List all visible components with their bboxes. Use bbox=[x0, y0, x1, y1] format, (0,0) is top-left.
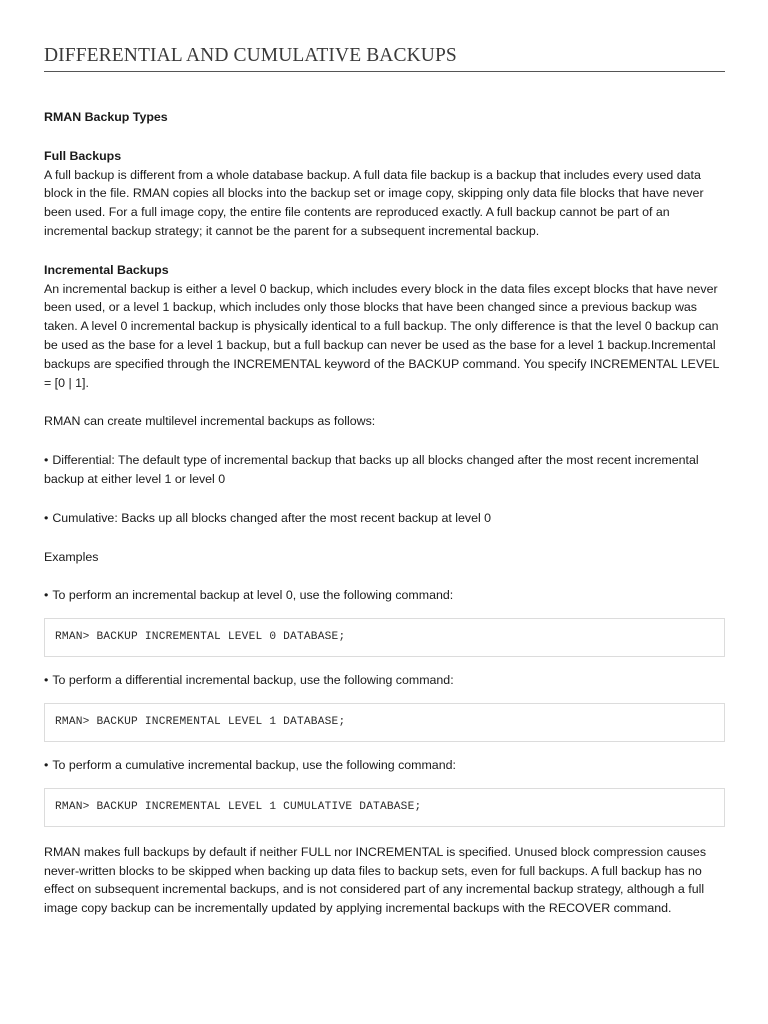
bullet-icon: • bbox=[44, 673, 49, 688]
example-label-level-0 bbox=[44, 586, 725, 605]
examples-heading: Examples bbox=[44, 549, 99, 564]
example-label-text: To perform an incremental backup at level 0, use the following command: bbox=[52, 588, 454, 603]
incremental-backups-paragraph: An incremental backup is either a level 0 backup, which includes every block in the data files except blocks that have never been used, or a level 1 backup, which includes only those blocks that have been changed since a previous backup was taken. A level 0 incremental backup is physically identical to a full backup. The only difference is that the level 0 backup can be used as the base for a level 1 backup, but a full backup can never be used as the base for a level 1 backup.Incremental backups are specified through the INCREMENTAL keyword of the BACKUP command. You specify INCREMENTAL LEVEL = [0 | 1]. bbox=[44, 281, 719, 390]
bullet-text: Cumulative: Backs up all blocks changed after the most recent backup at level 0 bbox=[52, 510, 492, 525]
multilevel-intro: RMAN can create multilevel incremental backups as follows: bbox=[44, 414, 376, 429]
bullet-cumulative bbox=[44, 509, 725, 528]
code-text: RMAN> BACKUP INCREMENTAL LEVEL 1 CUMULATIVE DATABASE; bbox=[55, 800, 422, 813]
document-body bbox=[44, 72, 725, 918]
code-text: RMAN> BACKUP INCREMENTAL LEVEL 0 DATABASE; bbox=[55, 631, 346, 644]
full-backups-heading: Full Backups bbox=[44, 148, 122, 163]
bullet-icon: • bbox=[44, 453, 49, 468]
document-page bbox=[44, 0, 725, 918]
example-label-text: To perform a differential incremental backup, use the following command: bbox=[52, 673, 454, 688]
code-block-level-0 bbox=[44, 618, 725, 657]
code-text: RMAN> BACKUP INCREMENTAL LEVEL 1 DATABASE; bbox=[55, 716, 346, 729]
code-block-differential bbox=[44, 703, 725, 742]
bullet-icon: • bbox=[44, 510, 49, 525]
example-label-text: To perform a cumulative incremental backup, use the following command: bbox=[52, 757, 456, 772]
section-heading: RMAN Backup Types bbox=[44, 110, 168, 124]
bullet-icon: • bbox=[44, 588, 49, 603]
page-title: DIFFERENTIAL AND CUMULATIVE BACKUPS bbox=[44, 45, 457, 66]
example-label-differential bbox=[44, 671, 725, 690]
incremental-backups-heading: Incremental Backups bbox=[44, 262, 169, 277]
full-backups-paragraph: A full backup is different from a whole database backup. A full data file backup is a backup that includes every used data block in the file. RMAN copies all blocks into the backup set or image copy, skipping only data file blocks that have never been used. For a full image copy, the entire file contents are reproduced exactly. A full backup cannot be part of an incremental backup strategy; it cannot be the parent for a subsequent incremental backup. bbox=[44, 167, 704, 238]
bullet-text: Differential: The default type of incremental backup that backs up all blocks changed after the most recent incremental backup at either level 1 or level 0 bbox=[44, 453, 699, 486]
bullet-differential bbox=[44, 451, 725, 489]
bullet-icon: • bbox=[44, 757, 49, 772]
code-block-cumulative bbox=[44, 788, 725, 827]
closing-paragraph: RMAN makes full backups by default if neither FULL nor INCREMENTAL is specified. Unused block compression causes never-written blocks to be skipped when backing up data files to backup sets, even for full backups. A full backup has no effect on subsequent incremental backups, and is not considered part of any incremental backup strategy, although a full image copy backup can be incrementally updated by applying incremental backups with the RECOVER command. bbox=[44, 844, 707, 916]
example-label-cumulative bbox=[44, 756, 725, 775]
